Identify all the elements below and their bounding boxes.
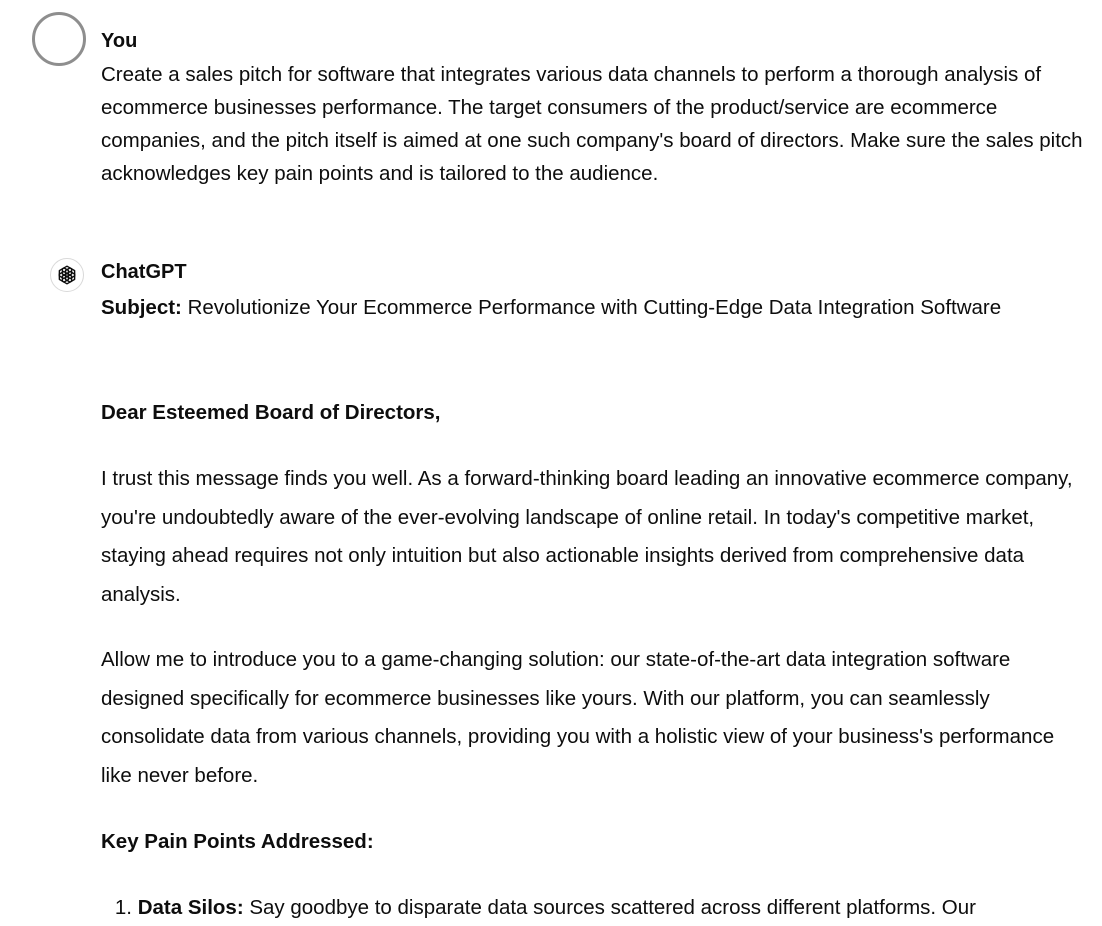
greeting — [101, 400, 1086, 426]
list-item-text: Say goodbye to disparate data sources scattered across different platforms. Our — [243, 896, 976, 919]
chatgpt-logo-icon — [50, 258, 84, 292]
list-item — [101, 889, 1086, 926]
paragraph-1: I trust this message finds you well. As a forward-thinking board leading an innovative ecommerce company, you're undoubtedly aware of the ever-evolving landscape of online retail. In today's competitive market, staying ahead requires not only intuition but also actionable insights derived from comprehensive data analysis. — [101, 467, 1073, 606]
paragraph-2: Allow me to introduce you to a game-changing solution: our state-of-the-art data integration software designed specifically for ecommerce businesses like yours. With our platform, you can seamlessly consolidate data from various channels, providing you with a holistic view of your business's performance like never before. — [101, 648, 1055, 787]
list-item-title: Data Silos: — [137, 896, 244, 919]
assistant-author-name: ChatGPT — [101, 261, 187, 283]
user-message-text: Create a sales pitch for software that integrates various data channels to perform a thorough analysis of ecommerce businesses performance. The target consumers of the product/service are ecommerce companies, and the pitch itself is aimed at one such company's board of directors. Make sure the sales pitch acknowledges key pain points and is tailored to the audience. — [101, 63, 1083, 185]
subject-label: Subject: — [101, 296, 182, 319]
pain-points-heading — [101, 829, 1086, 855]
user-avatar-icon — [32, 12, 86, 66]
subject-line — [101, 289, 1086, 328]
subject-text: Revolutionize Your Ecommerce Performance with Cutting-Edge Data Integration Software — [181, 296, 1002, 319]
list-item-number: 1. — [114, 896, 132, 919]
openai-knot-icon — [55, 263, 79, 287]
pain-points-heading-text: Key Pain Points Addressed: — [101, 830, 374, 853]
user-author-name: You — [101, 30, 138, 52]
greeting-text: Dear Esteemed Board of Directors, — [101, 401, 441, 424]
